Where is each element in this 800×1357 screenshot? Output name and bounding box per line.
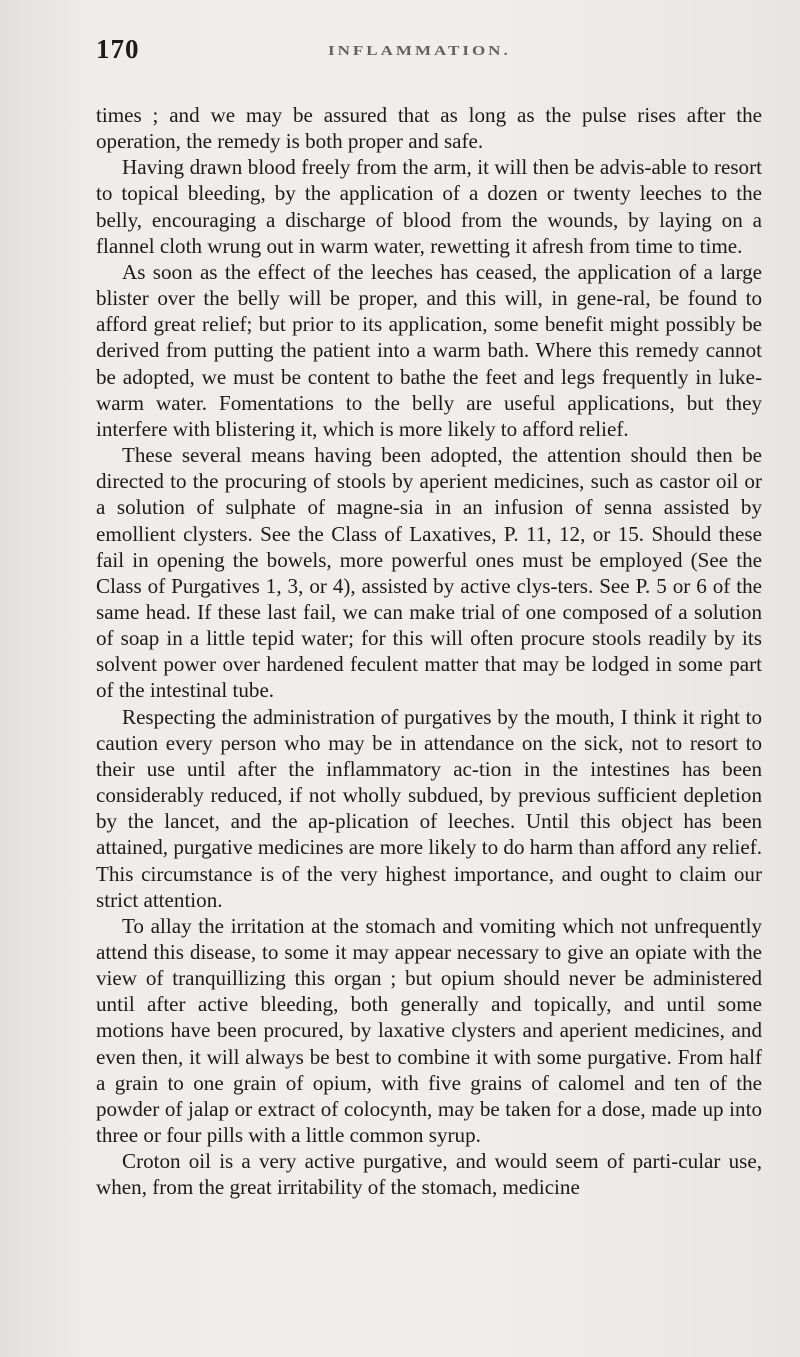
running-title: INFLAMMATION. [328, 43, 511, 59]
running-head [96, 34, 762, 70]
paragraph-opiate: To allay the irritation at the stomach and vomiting which not unfrequently attend this disease, to some it may appear necessary to give an opiate with the view of tranquillizing this organ ; but opium should never be administered until after active bleeding, both generally and topically, and until some motions have been procured, by laxative clysters and aperient medicines, and even then, it will always be best to combine it with some purgative. From half a grain to one grain of opium, with five grains of calomel and ten of the powder of jalap or extract of colocynth, may be taken for a dose, made up into three or four pills with a little common syrup. [96, 913, 762, 1148]
page-number: 170 [96, 34, 140, 64]
paragraph-croton-oil: Croton oil is a very active purgative, and would seem of parti-cular use, when, from the great irritability of the stomach, medicine [96, 1149, 762, 1200]
paragraph-aperient-medicines: These several means having been adopted, the attention should then be directed to the procuring of stools by aperient medicines, such as castor oil or a solution of sulphate of magne-sia in an infusion of senna assisted by emollient clysters. See the Class of Laxatives, P. 11, 12, or 15. Should these fail in opening the bowels, more powerful ones must be employed (See the Class of Purgatives 1, 3, or 4), assisted by active clys-ters. See P. 5 or 6 of the same head. If these last fail, we can make trial of one composed of a solution of soap in a little tepid water; for this will often procure stools readily by its solvent power over hardened feculent matter that may be lodged in some part of the intestinal tube. [96, 443, 762, 703]
paragraph-purgatives-caution: Respecting the administration of purgatives by the mouth, I think it right to caution every person who may be in attendance on the sick, not to resort to their use until after the inflammatory ac-tion in the intestines has been considerably reduced, if not wholly subdued, by previous sufficient depletion by the lancet, and the ap-plication of leeches. Until this object has been attained, purgative medicines are more likely to do harm than afford any relief. This circumstance is of the very highest importance, and ought to claim our strict attention. [96, 704, 762, 912]
paragraph-topical-bleeding: Having drawn blood freely from the arm, it will then be advis-able to resort to topical bleeding, by the application of a dozen or twenty leeches to the belly, encouraging a discharge of blood from the wounds, by laying on a flannel cloth wrung out in warm water, rewetting it afresh from time to time. [96, 155, 762, 258]
paragraph-blister: As soon as the effect of the leeches has ceased, the application of a large blister over the belly will be proper, and this will, in gene-ral, be found to afford great relief; but prior to its application, some benefit might possibly be derived from putting the patient into a warm bath. Where this remedy cannot be adopted, we must be content to bathe the feet and legs frequently in luke-warm water. Fomentations to the belly are useful applications, but they interfere with blistering it, which is more likely to afford relief. [96, 259, 762, 441]
body-text [96, 102, 762, 1201]
paragraph-continuation: times ; and we may be assured that as long as the pulse rises after the operation, the remedy is both proper and safe. [96, 103, 762, 154]
